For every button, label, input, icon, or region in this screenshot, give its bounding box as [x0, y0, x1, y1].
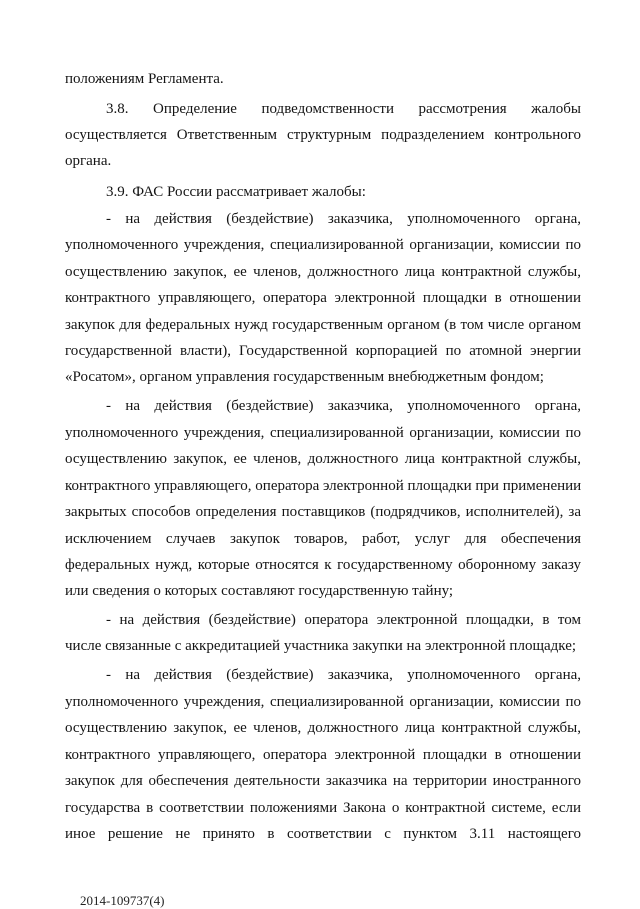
document-code: 2014-109737(4) — [80, 893, 165, 908]
text-line: закупок для обеспечения деятельности заказчика на территории иностранного — [65, 773, 581, 789]
text-line: государства в соответствии положениями Закона о контрактной системе, если — [65, 800, 581, 816]
text-line: федеральных нужд, которые относятся к государственному оборонному заказу — [65, 557, 581, 573]
text-line: контрактного управляющего, оператора электронной площадки в отношении — [65, 747, 581, 763]
text-line: - на действия (бездействие) заказчика, уполномоченного органа, — [106, 398, 581, 414]
text-line: «Росатом», органом управления государственным внебюджетным фондом; — [65, 369, 544, 385]
text-line: закрытых способов определения поставщиков (подрядчиков, исполнителей), за — [65, 504, 581, 520]
text-line: - на действия (бездействие) заказчика, уполномоченного органа, — [106, 667, 581, 683]
text-line: числе связанные с аккредитацией участника закупки на электронной площадке; — [65, 638, 577, 654]
text-line: 3.8. Определение подведомственности рассмотрения жалобы — [106, 101, 581, 117]
text-line: осуществлению закупок, ее членов, должностного лица контрактной службы, — [65, 451, 581, 467]
text-line: уполномоченного учреждения, специализированной организации, комиссии по — [65, 237, 581, 253]
text-line: 3.9. ФАС России рассматривает жалобы: — [106, 184, 366, 200]
text-line: органа. — [65, 153, 112, 169]
text-line: контрактного управляющего, оператора электронной площадки в отношении — [65, 290, 581, 306]
text-line: закупок для федеральных нужд государственным органом (в том числе органом — [65, 317, 581, 333]
text-line: - на действия (бездействие) оператора электронной площадки, в том — [106, 612, 581, 628]
text-line: иное решение не принято в соответствии с пунктом 3.11 настоящего — [65, 826, 581, 842]
text-line: осуществлению закупок, ее членов, должностного лица контрактной службы, — [65, 720, 581, 736]
text-line: государственной власти), Государственной корпорацией по атомной энергии — [65, 343, 581, 359]
text-line: контрактного управляющего, оператора электронной площадки при применении — [65, 478, 582, 494]
text-line: осуществляется Ответственным структурным подразделением контрольного — [65, 127, 581, 143]
text-line: или сведения о которых составляют государственную тайну; — [65, 583, 454, 599]
text-line: уполномоченного учреждения, специализированной организации, комиссии по — [65, 425, 581, 441]
text-line: исключением случаев закупок товаров, работ, услуг для обеспечения — [65, 531, 581, 547]
text-line: положениям Регламента. — [65, 71, 224, 87]
text-line: уполномоченного учреждения, специализированной организации, комиссии по — [65, 694, 581, 710]
text-line: осуществлению закупок, ее членов, должностного лица контрактной службы, — [65, 264, 581, 280]
text-line: - на действия (бездействие) заказчика, уполномоченного органа, — [106, 211, 581, 227]
